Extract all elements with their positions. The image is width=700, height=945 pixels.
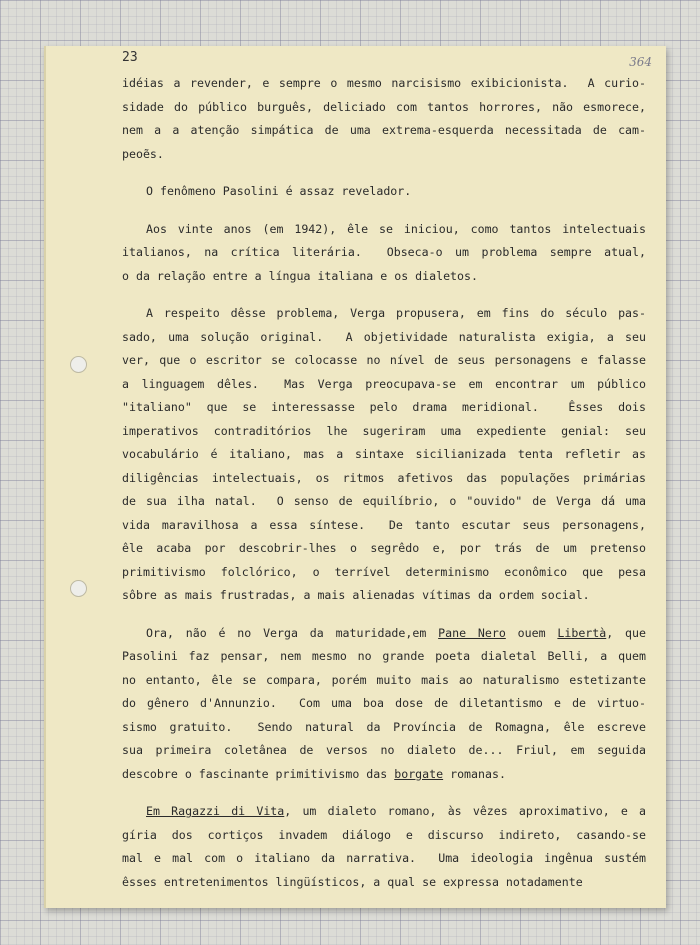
text-line: Pasolini faz pensar, nem mesmo no grande poeta dialetal Belli, a quem <box>122 649 646 663</box>
underlined-title: Em Ragazzi di Vita <box>146 804 285 818</box>
text-line: imperativos contraditórios lhe sugeriram uma expediente genial: seu <box>122 423 646 438</box>
typewritten-page <box>44 46 666 908</box>
paragraph-gap <box>122 608 646 622</box>
text-line: o da relação entre a língua italiana e os dialetos. <box>122 268 478 283</box>
body-text <box>122 72 646 894</box>
paragraph-gap <box>122 204 646 218</box>
text-line: peoẽs. <box>122 146 164 161</box>
paragraph-gap <box>122 786 646 800</box>
text-line: de sua ilha natal. O senso de equilíbrio, o "ouvido" de Verga dá uma <box>122 494 646 508</box>
underlined-title: Libertà <box>557 625 607 640</box>
folio-number: 364 <box>629 55 652 69</box>
text-line: sua primeira coletânea de versos no dialeto de... Friul, em seguida <box>122 743 646 757</box>
text-line: êle acaba por descobrir-lhes o segrêdo e, por trás de um pretenso <box>122 541 646 555</box>
text-line: Em Ragazzi di Vita, um dialeto romano, às vêzes aproximativo, e a <box>146 804 646 818</box>
text-line: descobre o fascinante primitivismo das borgate romanas. <box>122 766 506 781</box>
paragraph <box>122 302 646 608</box>
text-line: idéias a revender, e sempre o mesmo narcisismo exibicionista. A curio- <box>122 76 646 90</box>
paragraph-gap <box>122 166 646 180</box>
page-number: 23 <box>122 50 138 65</box>
punch-hole <box>70 356 87 373</box>
text-line: mal e mal com o italiano da narrativa. Uma ideologia ingênua sustém <box>122 851 646 865</box>
paragraph <box>122 218 646 289</box>
text-line: nem a a atenção simpática de uma extrema-esquerda necessitada de cam- <box>122 123 646 137</box>
text-line: diligências intelectuais, os ritmos afetivos das populações primárias <box>122 470 646 485</box>
text-line: primitivismo folclórico, o terrível determinismo econômico que pesa <box>122 564 646 579</box>
text-line: Aos vinte anos (em 1942), êle se iniciou, como tantos intelectuais <box>146 221 646 236</box>
paragraph <box>122 180 646 204</box>
paragraph <box>122 800 646 894</box>
text-line: "italiano" que se interessasse pelo drama meridional. Êsses dois <box>122 400 646 414</box>
text-line: sidade do público burguês, deliciado com tantos horrores, não esmorece, <box>122 99 646 114</box>
text-line: no entanto, êle se compara, porém muito mais ao naturalismo estetizante <box>122 672 646 687</box>
text-line: sismo gratuito. Sendo natural da Província de Romagna, êle escreve <box>122 719 646 734</box>
underlined-title: borgate <box>394 766 444 781</box>
text-line: sado, uma solução original. A objetividade naturalista exigia, a seu <box>122 329 646 344</box>
text-line: gíria dos cortiços invadem diálogo e discurso indireto, casando-se <box>122 827 646 842</box>
text-line: vida maravilhosa a essa síntese. De tanto escutar seus personagens, <box>122 517 646 532</box>
text-line: Ora, não é no Verga da maturidade,em Pane Nero ouem Libertà, que <box>146 625 646 640</box>
paragraph <box>122 622 646 787</box>
text-line: do gênero d'Annunzio. Com uma boa dose de diletantismo e de virtuo- <box>122 696 646 710</box>
text-line: a linguagem dêles. Mas Verga preocupava-se em encontrar um público <box>122 376 646 391</box>
text-line: sôbre as mais frustradas, a mais alienadas vítimas da ordem social. <box>122 588 590 602</box>
text-line: O fenômeno Pasolini é assaz revelador. <box>146 184 412 198</box>
paragraph <box>122 72 646 166</box>
text-line: ver, que o escritor se colocasse no nível de seus personagens e falasse <box>122 353 646 367</box>
underlined-title: Pane Nero <box>438 625 506 640</box>
paragraph-gap <box>122 288 646 302</box>
text-line: A respeito dêsse problema, Verga propusera, em fins do século pas- <box>146 306 646 320</box>
text-line: vocabulário é italiano, mas a sintaxe sicilianizada tenta refletir as <box>122 447 646 461</box>
punch-hole <box>70 580 87 597</box>
text-line: êsses entretenimentos lingüísticos, a qual se expressa notadamente <box>122 874 583 889</box>
text-line: italianos, na crítica literária. Obseca-o um problema sempre atual, <box>122 245 646 259</box>
